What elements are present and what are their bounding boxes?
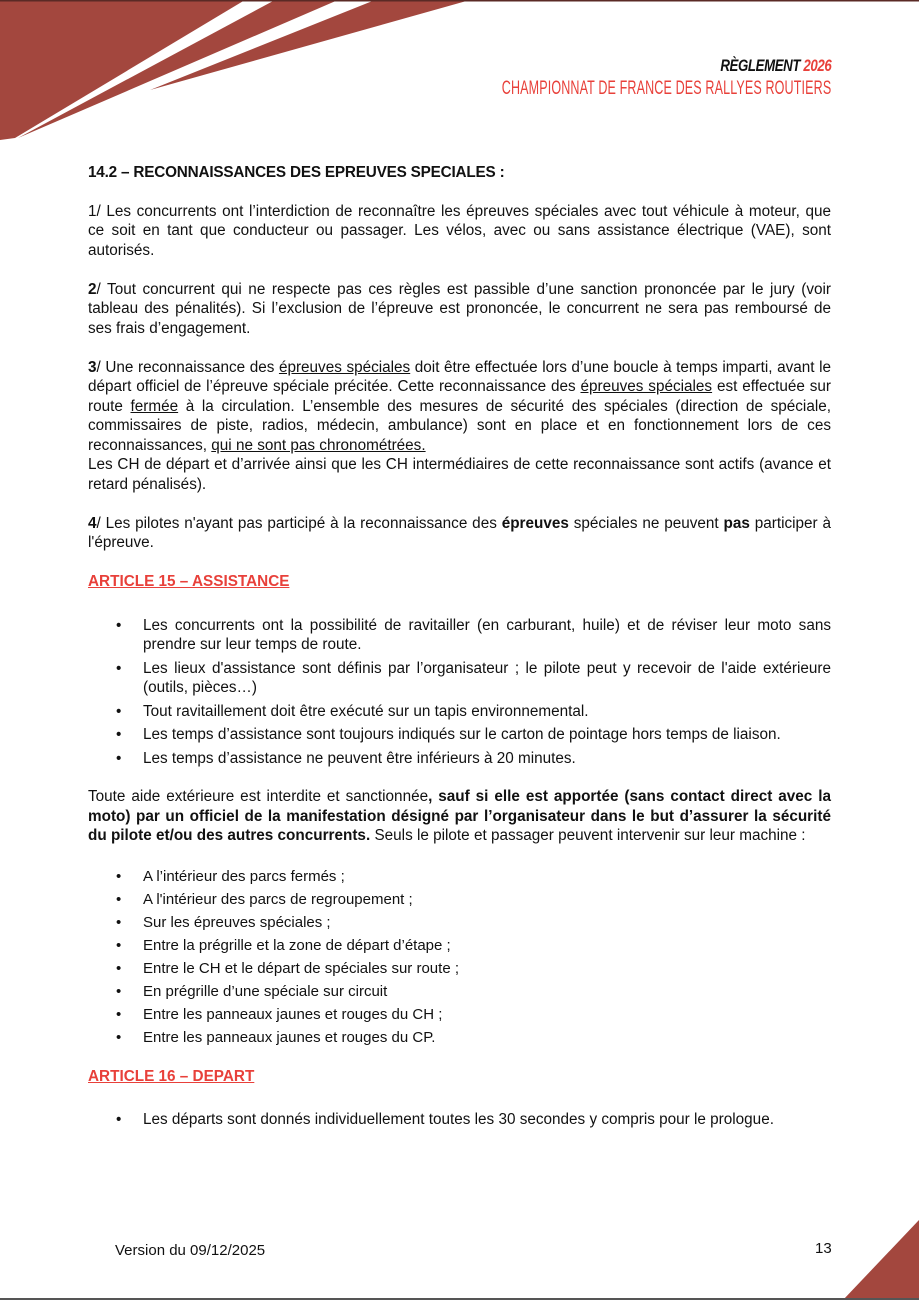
list-item: • Entre le CH et le départ de spéciales sur route ; — [143, 959, 831, 979]
list-item: • Tout ravitaillement doit être exécuté sur un tapis environnemental. — [143, 702, 831, 722]
brand-subtitle: CHAMPIONNAT DE FRANCE DES RALLYES ROUTIERS — [501, 78, 831, 99]
underlined-text: qui ne sont pas chronométrées. — [211, 436, 426, 454]
brand-reglement: RÈGLEMENT — [720, 56, 800, 75]
underlined-text: fermée — [130, 397, 179, 415]
paragraph-1: 1/ Les concurrents ont l’interdiction de reconnaître les épreuves spéciales avec tout véhicule à moteur, que ce soit en tant que conducteur ou passager. Les vélos, avec ou sans assistance électrique (VAE), sont autorisés. — [88, 202, 831, 259]
list-item: • A l'intérieur des parcs de regroupement ; — [143, 890, 831, 910]
text: spéciales ne peuvent — [568, 514, 724, 532]
document-body — [88, 163, 831, 1149]
footer-version: Version du 09/12/2025 — [115, 1242, 266, 1259]
list-item: • Entre la prégrille et la zone de départ d’étape ; — [143, 936, 831, 956]
article-16-title: ARTICLE 16 – DEPART — [88, 1067, 255, 1085]
paragraph-2-text: / Tout concurrent qui ne respecte pas ces règles est passible d’une sanction prononcée par le jury (voir tableau des pénalités). Si l’exclusion de l’épreuve est prononcée, le concurrent ne sera pas remboursé de ses frais d’engagement. — [88, 280, 831, 337]
list-item: • En prégrille d’une spéciale sur circuit — [143, 982, 831, 1002]
page-number: 13 — [815, 1240, 832, 1257]
text: doit être effectuée lors d’une boucle à temps imparti, avant le départ officiel de l’épreuve spéciale précitée. Cette reconnaissance des — [88, 358, 831, 395]
underlined-text: épreuves spéciales — [278, 358, 411, 376]
section-14-2-title: 14.2 – RECONNAISSANCES DES EPREUVES SPECIALES : — [88, 164, 505, 181]
list-item: • Les départs sont donnés individuellement toutes les 30 secondes y compris pour le prologue. — [143, 1110, 831, 1130]
paragraph-3 — [88, 358, 831, 456]
text: / Les pilotes n'ayant pas participé à la reconnaissance des — [96, 514, 502, 532]
bold-text: épreuves — [501, 514, 569, 532]
depart-bullet-list — [88, 1110, 831, 1130]
list-item: • Les temps d’assistance ne peuvent être inférieurs à 20 minutes. — [143, 749, 831, 769]
list-item: • Entre les panneaux jaunes et rouges du CP. — [143, 1028, 831, 1048]
brand-year: 2026 — [803, 56, 831, 75]
list-item: • Entre les panneaux jaunes et rouges du CH ; — [143, 1005, 831, 1025]
list-item: • Les concurrents ont la possibilité de ravitailler (en carburant, huile) et de réviser leur moto sans prendre sur leur temps de route. — [143, 616, 831, 655]
paragraph-2 — [88, 280, 831, 339]
paragraph-3-continued: Les CH de départ et d’arrivée ainsi que les CH intermédiaires de cette reconnaissance sont actifs (avance et retard pénalisés). — [88, 456, 831, 493]
assistance-bullet-list — [88, 616, 831, 769]
text: / Une reconnaissance des — [96, 358, 279, 376]
list-item: • A l’intérieur des parcs fermés ; — [143, 867, 831, 887]
text: Seuls le pilote et passager peuvent intervenir sur leur machine : — [370, 827, 806, 844]
footer-corner-triangle — [843, 1220, 919, 1300]
text: Toute aide extérieure est interdite et sanctionnée — [88, 788, 429, 805]
paragraph-4 — [88, 514, 831, 553]
list-item: • Sur les épreuves spéciales ; — [143, 913, 831, 933]
text: est effectuée sur route — [88, 378, 831, 415]
list-item: • Les temps d’assistance sont toujours indiqués sur le carton de pointage hors temps de liaison. — [143, 725, 831, 745]
list-item: • Les lieux d'assistance sont définis par l’organisateur ; le pilote peut y recevoir de l'aide extérieure (outils, pièces…) — [143, 659, 831, 698]
text: à la circulation. L’ensemble des mesures de sécurité des spéciales (direction de spéciale, commissaires de piste, radios, médecin, ambulance) sont en place et en fonctionnement lors de ces reconnaissances, — [88, 397, 831, 454]
bold-text: , sauf si elle est apportée (sans contact direct avec la moto) par un officiel de la manifestation désigné par l’organisateur dans le but d’assurer la sécurité du pilote et/ou des autres concurrents. — [88, 788, 831, 844]
document-header — [332, 57, 831, 98]
top-edge-line — [0, 0, 919, 2]
outside-help-paragraph — [88, 787, 831, 846]
article-15-title: ARTICLE 15 – ASSISTANCE — [88, 573, 290, 590]
underlined-text: épreuves spéciales — [580, 378, 713, 395]
paragraph-3-number: 3 — [88, 358, 97, 376]
paragraph-4-number: 4 — [88, 514, 97, 532]
bold-text: pas — [723, 514, 750, 532]
intervention-locations-list — [88, 867, 831, 1048]
brand-title — [442, 57, 831, 74]
text: participer à l'épreuve. — [88, 514, 831, 551]
paragraph-2-number: 2 — [88, 280, 97, 298]
